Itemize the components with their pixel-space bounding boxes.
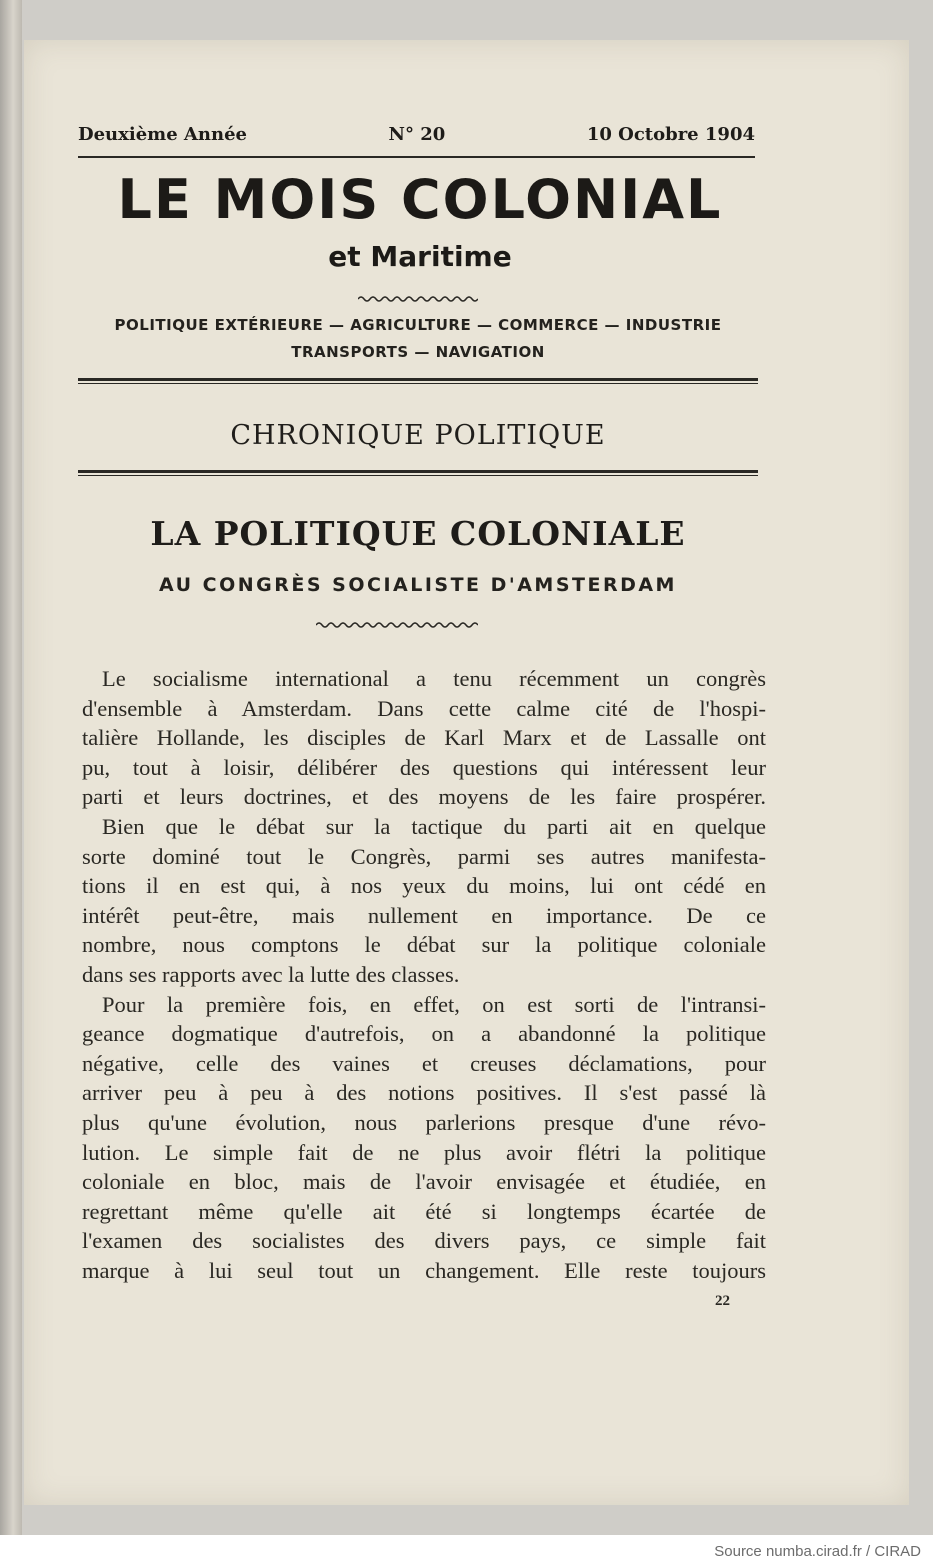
source-credit: Source numba.cirad.fr / CIRAD xyxy=(714,1543,921,1560)
body-line: regrettant même qu'elle ait été si longtemps écartée de xyxy=(82,1198,766,1224)
topics-line-2: TRANSPORTS — NAVIGATION xyxy=(291,343,545,361)
body-line: talière Hollande, les disciples de Karl Marx et de Lassalle ont xyxy=(82,725,766,751)
masthead-title: LE MOIS COLONIAL xyxy=(117,168,723,231)
body-line: dans ses rapports avec la lutte des classes. xyxy=(82,961,460,987)
header-rule xyxy=(78,156,755,158)
article-title: LA POLITIQUE COLONIALE xyxy=(150,514,686,553)
article-wavy-ornament xyxy=(316,621,478,629)
body-line: parti et leurs doctrines, et des moyens de les faire prospérer. xyxy=(82,784,766,810)
article-subtitle: AU CONGRÈS SOCIALISTE D'AMSTERDAM xyxy=(159,574,677,596)
body-line: geance dogmatique d'autrefois, on a abandonné la politique xyxy=(82,1021,766,1047)
book-spine-edge xyxy=(0,0,22,1535)
body-line: sorte dominé tout le Congrès, parmi ses autres manifesta- xyxy=(82,843,766,869)
body-line: lution. Le simple fait de ne plus avoir flétri la politique xyxy=(82,1139,766,1165)
masthead-subtitle: et Maritime xyxy=(328,240,512,273)
topics-line-1: POLITIQUE EXTÉRIEURE — AGRICULTURE — COMMERCE — INDUSTRIE xyxy=(114,316,722,334)
section-double-rule xyxy=(78,470,758,476)
body-line: coloniale en bloc, mais de l'avoir envisagée et étudiée, en xyxy=(82,1169,766,1195)
page-number: 22 xyxy=(715,1293,730,1309)
body-line: intérêt peut-être, mais nullement en importance. De ce xyxy=(82,902,766,928)
body-line: marque à lui seul tout un changement. Elle reste toujours xyxy=(82,1257,766,1283)
body-line: Pour la première fois, en effet, on est sorti de l'intransi- xyxy=(102,991,766,1017)
body-line: plus qu'une évolution, nous parlerions presque d'une révo- xyxy=(82,1109,766,1135)
body-line: arriver peu à peu à des notions positives. Il s'est passé là xyxy=(82,1080,766,1106)
body-line: pu, tout à loisir, délibérer des questions qui intéressent leur xyxy=(82,754,766,780)
issue-number: N° 20 xyxy=(388,124,446,145)
issue-year: Deuxième Année xyxy=(78,124,247,145)
masthead-wavy-ornament xyxy=(358,295,478,303)
body-line: d'ensemble à Amsterdam. Dans cette calme cité de l'hospi- xyxy=(82,695,766,721)
body-line: Bien que le débat sur la tactique du parti ait en quelque xyxy=(102,813,766,839)
body-line: Le socialisme international a tenu récemment un congrès xyxy=(102,666,766,691)
section-title: CHRONIQUE POLITIQUE xyxy=(230,420,606,451)
body-line: nombre, nous comptons le débat sur la politique coloniale xyxy=(82,932,766,958)
issue-header xyxy=(78,124,755,145)
article-body xyxy=(82,664,766,1285)
body-line: l'examen des socialistes des divers pays, ce simple fait xyxy=(82,1228,766,1254)
issue-date: 10 Octobre 1904 xyxy=(586,124,755,145)
body-line: tions il en est qui, à nos yeux du moins, lui ont cédé en xyxy=(82,873,766,899)
masthead-double-rule xyxy=(78,378,758,384)
body-line: négative, celle des vaines et creuses déclamations, pour xyxy=(82,1050,766,1076)
